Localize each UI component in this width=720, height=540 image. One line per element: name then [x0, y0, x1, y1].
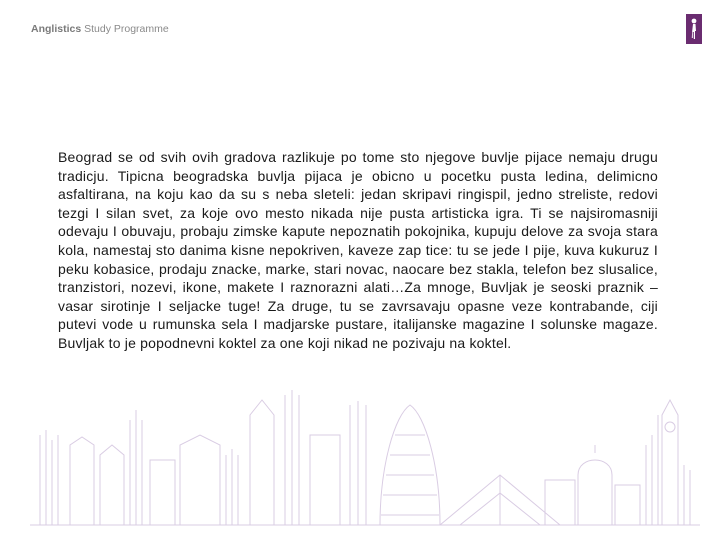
- brand-name: Anglistics: [31, 23, 82, 35]
- brand-subtitle: Study Programme: [84, 23, 169, 35]
- central-towers: [250, 390, 440, 525]
- left-buildings: [40, 410, 238, 525]
- right-buildings: [545, 400, 690, 525]
- body-paragraph: Beograd se od svih ovih gradova razlikuje po tome sto njegove buvlje pijace nemaju drugu tradicju. Tipicna beogradska buvlja pijaca je obicno u pocetku pusta ledina, delimicno asfaltirana, na koju kao da su s neba sleteli: jedan skripavi ringispil, jedno streliste, redovi tezgi I silan svet, za koje ovo mesto nikada nije pusta artisticka igra. Ti se najsiromasniji odevaju I obuvaju, probaju zimske kapute nepoznatih pokojnika, kupuju delove za svoja stara kola, namestaj sto danima kisne nepokriven, kaveze zap tice: tu se jede I pije, kuva kukuruz I peku kobasice, prodaju znacke, marke, stari novac, naocare bez stakla, telefon bez slusalice, tranzistori, nozevi, ikone, makete I raznorazni alati…Za mnoge, Buvljak je seoski praznik – vasar sirotinje I seljacke tuge! Za druge, tu se zavrsavaju opasne veze kontrabande, ciji putevi vode u rumunska sela I madjarske pustare, italijanske magazine I solunske magaze. Buvljak to je popodnevni koktel za one koji nikad ne pozivaju na koktel.: [58, 149, 658, 351]
- bridge: [440, 475, 560, 525]
- logo: [686, 14, 702, 44]
- header-brand: [31, 23, 169, 35]
- city-skyline-icon: [0, 375, 720, 540]
- figure-icon: [686, 14, 702, 44]
